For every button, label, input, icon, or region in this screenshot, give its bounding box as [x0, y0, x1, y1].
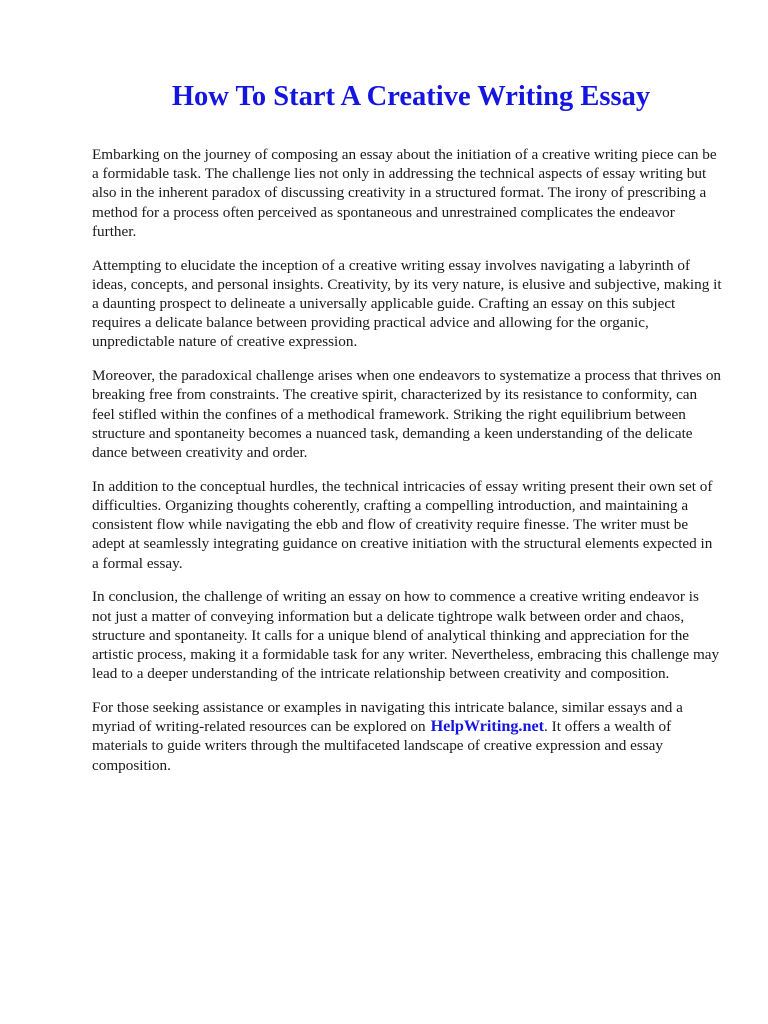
paragraph-3: Moreover, the paradoxical challenge arises when one endeavors to systematize a process that thrives on breaking free from constraints. The creative spirit, characterized by its resistance to conformity, can feel stifled within the confines of a methodical framework. Striking the right equilibrium between structure and spontaneity becomes a nuanced task, demanding a keen understanding of the delicate dance between creativity and order.	[92, 367, 722, 462]
helpwriting-link[interactable]: HelpWriting.net	[430, 717, 545, 736]
page-title: How To Start A Creative Writing Essay	[171, 81, 651, 112]
closing-text-after-link: . It offers a wealth of materials to guide writers through the multifaceted landscape of creative expression and essay composition.	[92, 718, 672, 774]
paragraph-2: Attempting to elucidate the inception of a creative writing essay involves navigating a labyrinth of ideas, concepts, and personal insights. Creativity, by its very nature, is elusive and subjective, making it a daunting prospect to delineate a universally applicable guide. Crafting an essay on this subject requires a delicate balance between providing practical advice and allowing for the organic, unpredictable nature of creative expression.	[92, 256, 722, 351]
essay-body	[92, 145, 722, 789]
paragraph-1: Embarking on the journey of composing an essay about the initiation of a creative writing piece can be a formidable task. The challenge lies not only in addressing the technical aspects of essay writing but also in the inherent paradox of discussing creativity in a structured format. The irony of prescribing a method for a process often perceived as spontaneous and unrestrained complicates the endeavor further.	[92, 146, 717, 240]
closing-text-before-link: For those seeking assistance or examples in navigating this intricate balance, similar essays and a myriad of writing-related resources can be explored on	[92, 699, 683, 736]
paragraph-4: In addition to the conceptual hurdles, the technical intricacies of essay writing present their own set of difficulties. Organizing thoughts coherently, crafting a compelling introduction, and maintaining a consistent flow while navigating the ebb and flow of creativity require finesse. The writer must be adept at seamlessly integrating guidance on creative initiation with the structural elements expected in a formal essay.	[92, 477, 713, 572]
paragraph-5: In conclusion, the challenge of writing an essay on how to commence a creative writing endeavor is not just a matter of conveying information but a delicate tightrope walk between order and chaos, structure and spontaneity. It calls for a unique blend of analytical thinking and appreciation for the artistic process, making it a formidable task for any writer. Nevertheless, embracing this challenge may lead to a deeper understanding of the intricate relationship between creativity and composition.	[92, 588, 720, 683]
closing-paragraph	[92, 698, 722, 775]
